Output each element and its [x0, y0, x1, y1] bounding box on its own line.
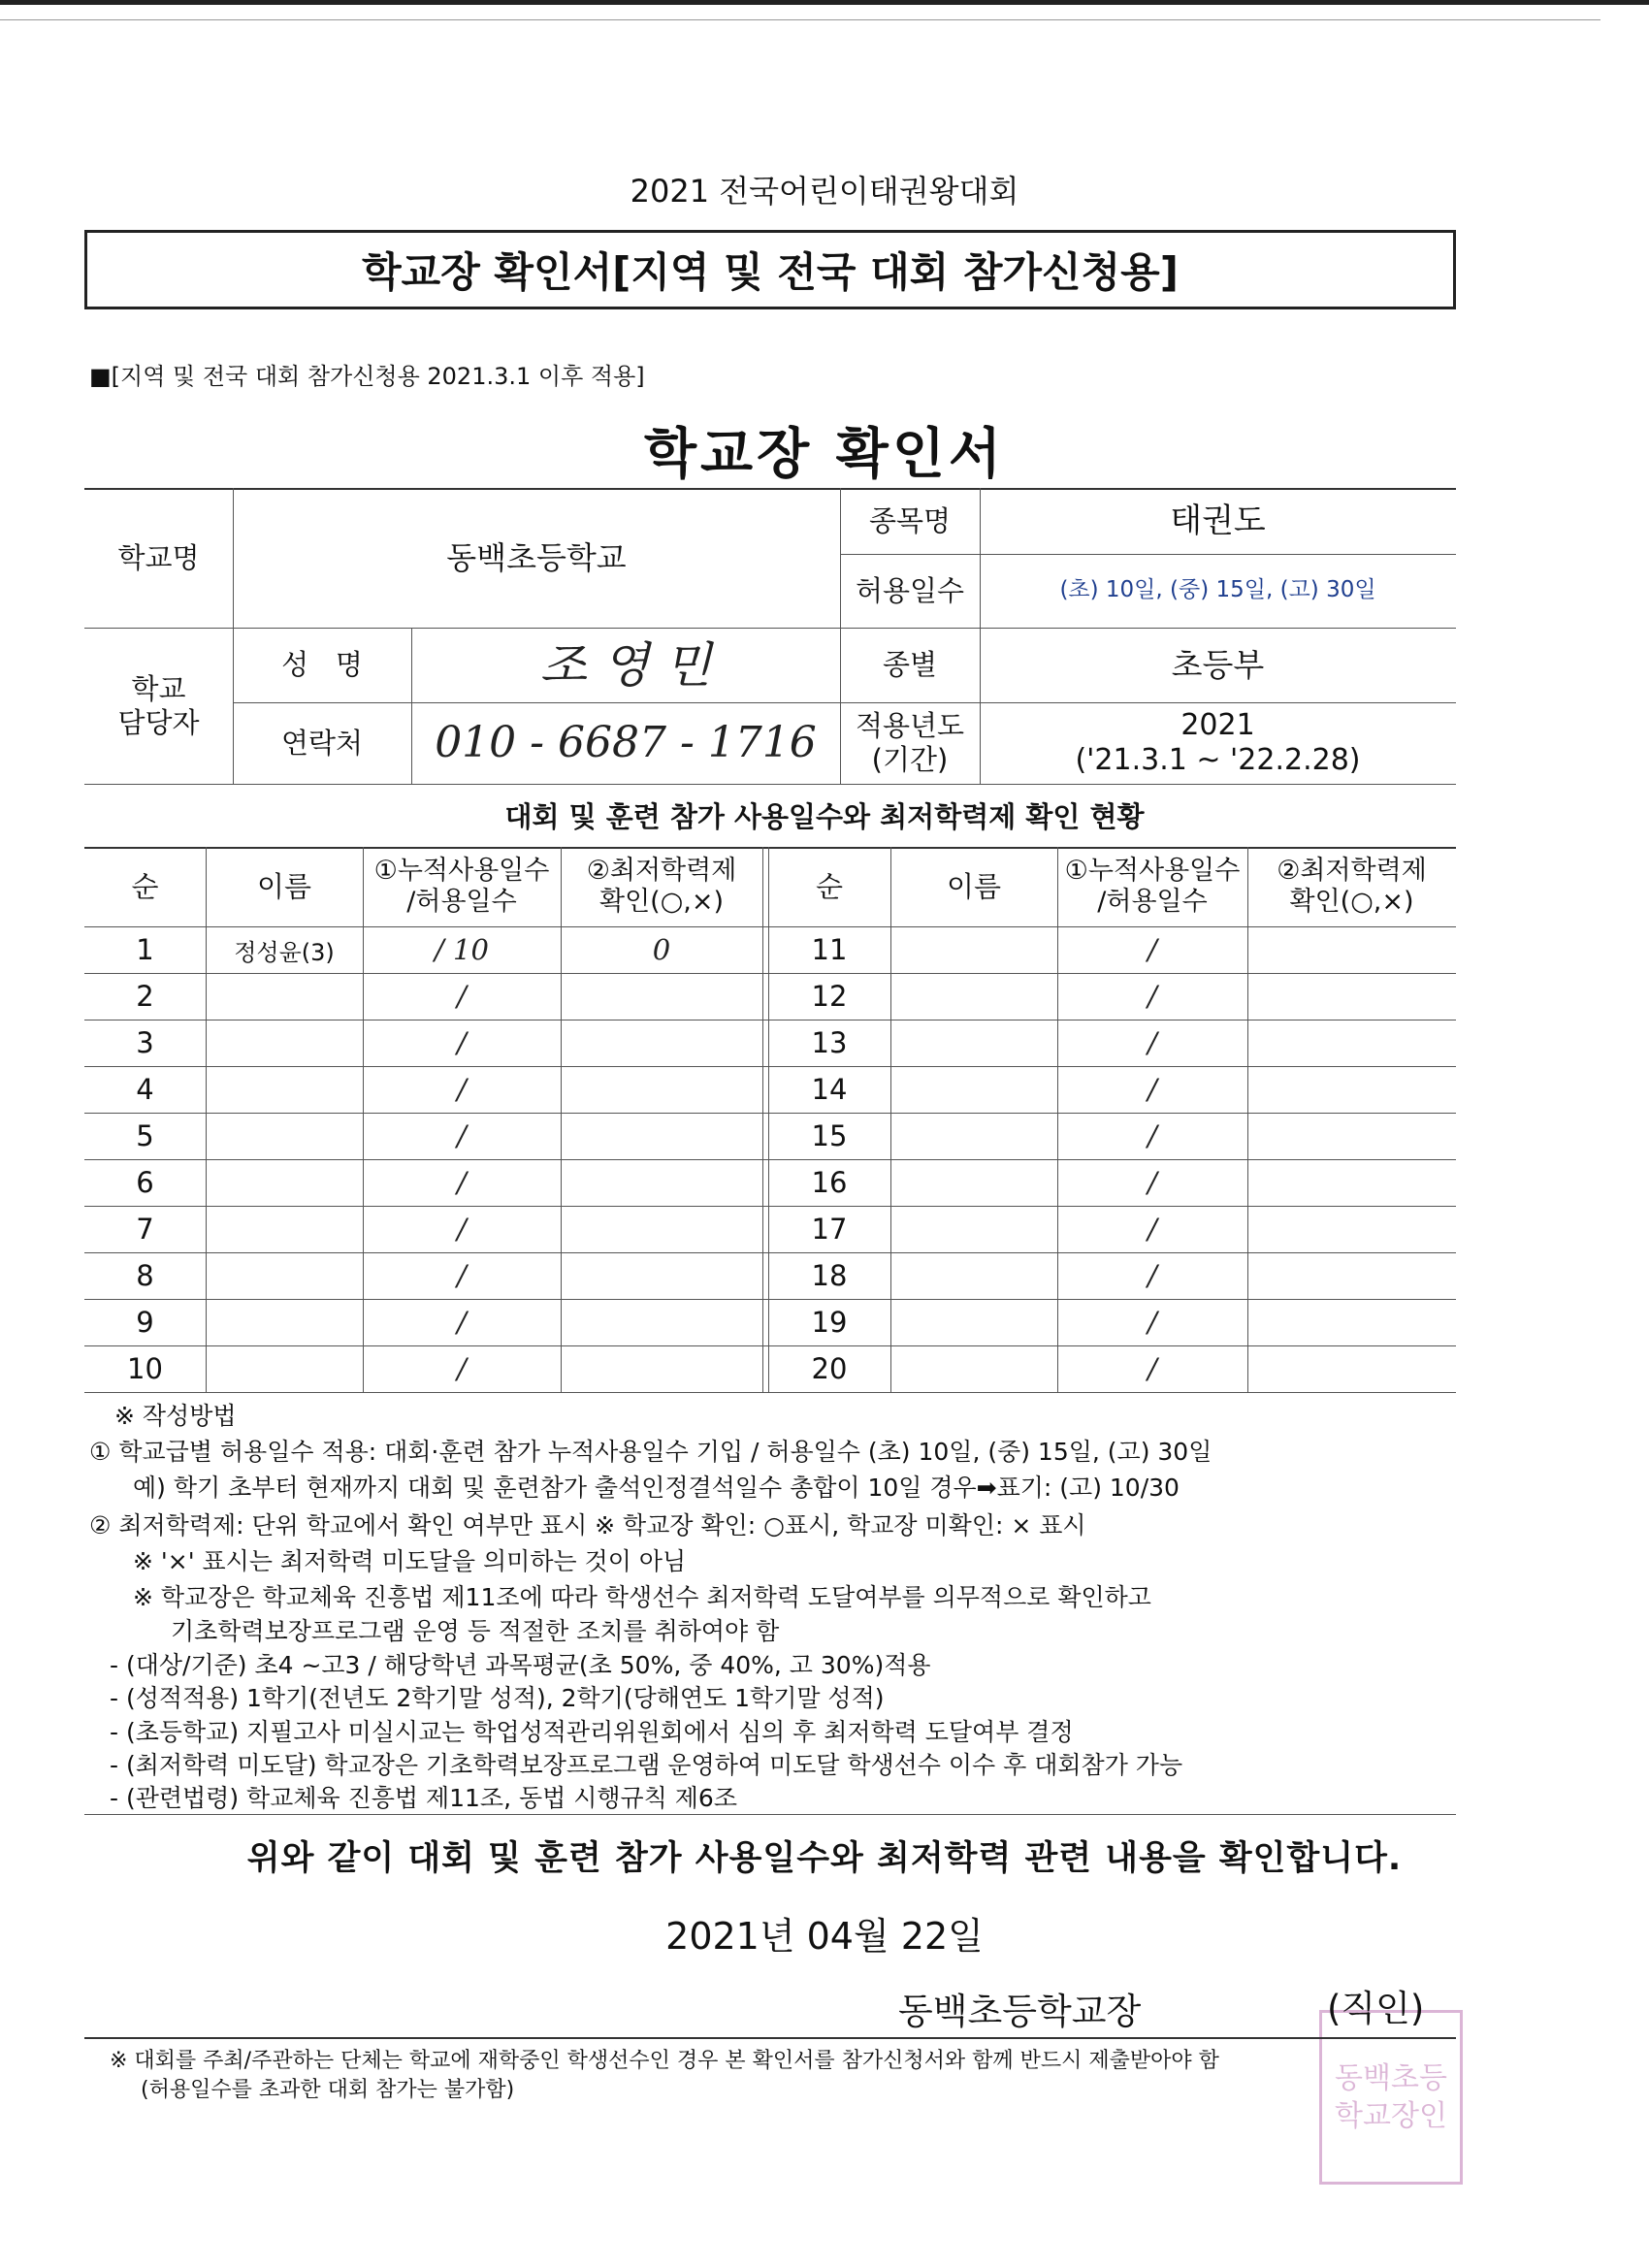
row-name: [890, 1020, 1057, 1066]
row-name: 정성윤(3): [234, 938, 335, 966]
row-days: /: [1148, 1026, 1157, 1059]
note-line: 예) 학기 초부터 현재까지 대회 및 훈련참가 출석인정결석일수 총합이 10일 경우➡표기: (고) 10/30: [133, 1474, 1180, 1502]
row-number: 5: [136, 1119, 154, 1152]
row-number: 7: [136, 1213, 154, 1246]
row-check: [1247, 1113, 1456, 1159]
rule: [84, 2037, 1456, 2039]
applicability-note: ■[지역 및 전국 대회 참가신청용 2021.3.1 이후 적용]: [89, 363, 645, 390]
row-check: [561, 1020, 762, 1066]
row-number: 9: [136, 1306, 154, 1339]
row-name: [890, 1299, 1057, 1345]
row-check: [1247, 1206, 1456, 1252]
row-check: [561, 1159, 762, 1206]
row-days: /: [1148, 1352, 1157, 1385]
allowed-days-value: (초) 10일, (중) 15일, (고) 30일: [1059, 577, 1376, 603]
issue-date: 2021년 04월 22일: [665, 1915, 984, 1958]
row-check: [561, 1113, 762, 1159]
contact-handwritten: 010 - 6687 - 1716: [435, 717, 817, 767]
row-number: 16: [811, 1166, 848, 1199]
row-name: [890, 1252, 1057, 1299]
category-label: 종별: [882, 648, 938, 682]
rule: [84, 1814, 1456, 1815]
sport-label: 종목명: [868, 503, 952, 537]
section-title: 대회 및 훈련 참가 사용일수와 최저학력제 확인 현황: [504, 800, 1145, 833]
stamp-text: 동백초등 학교장인: [1335, 2061, 1447, 2133]
row-days: /: [457, 1213, 467, 1246]
row-name: [890, 1113, 1057, 1159]
note-line: - (초등학교) 지필고사 미실시교는 학업성적관리위원회에서 심의 후 최저학력 도달여부 결정: [110, 1718, 1074, 1746]
row-days: / 10: [435, 933, 489, 966]
row-check: [561, 1345, 762, 1392]
note-heading: ※ 작성방법: [114, 1402, 237, 1430]
note-line: 기초학력보장프로그램 운영 등 적절한 조치를 취하여야 함: [171, 1617, 780, 1645]
row-name: [890, 1345, 1057, 1392]
row-days: /: [457, 1119, 467, 1152]
row-days: /: [1148, 1306, 1157, 1339]
row-name: [206, 1299, 363, 1345]
row-number: 17: [811, 1213, 848, 1246]
note-line: ② 최저학력제: 단위 학교에서 확인 여부만 표시 ※ 학교장 확인: ○표시, 학교장 미확인: × 표시: [89, 1511, 1086, 1539]
header-no: 순: [815, 869, 843, 903]
header-days: ①누적사용일수 /허용일수: [373, 855, 550, 917]
row-name: [890, 1066, 1057, 1113]
scan-edge-line: [0, 19, 1600, 20]
year-value: 2021 ('21.3.1 ~ '22.2.28): [1075, 708, 1361, 777]
row-days: /: [457, 1259, 467, 1292]
note-line: - (성적적용) 1학기(전년도 2학기말 성적), 2학기(당해연도 1학기말 성적): [110, 1684, 885, 1712]
confirmation-statement: 위와 같이 대회 및 훈련 참가 사용일수와 최저학력 관련 내용을 확인합니다.: [246, 1839, 1403, 1878]
row-days: /: [1148, 933, 1157, 966]
row-number: 20: [811, 1352, 848, 1385]
row-check: [561, 1299, 762, 1345]
row-number: 10: [127, 1352, 163, 1385]
row-number: 3: [136, 1026, 154, 1059]
row-name: [206, 1020, 363, 1066]
row-check: [1247, 1020, 1456, 1066]
scan-edge: [0, 0, 1649, 5]
row-days: /: [1148, 980, 1157, 1013]
school-name-value: 동백초등학교: [446, 538, 627, 576]
row-check: [1247, 1252, 1456, 1299]
row-days: /: [1148, 1073, 1157, 1106]
banner-title: [84, 230, 1456, 309]
row-days: /: [457, 1026, 467, 1059]
header-name: 이름: [256, 869, 312, 903]
row-name: [890, 926, 1057, 973]
row-name: [206, 1066, 363, 1113]
row-check: [1247, 1159, 1456, 1206]
row-number: 13: [811, 1026, 848, 1059]
row-check: [561, 1206, 762, 1252]
header-check: ②최저학력제 확인(○,×): [1277, 855, 1427, 917]
row-number: 19: [811, 1306, 848, 1339]
row-name: [890, 1206, 1057, 1252]
row-name: [206, 1113, 363, 1159]
row-days: /: [457, 980, 467, 1013]
row-check: [1247, 1345, 1456, 1392]
row-name: [206, 1345, 363, 1392]
row-number: 14: [811, 1073, 848, 1106]
name-label: 성 명: [281, 648, 363, 682]
note-line: ① 학교급별 허용일수 적용: 대회·훈련 참가 누적사용일수 기입 / 허용일수 (초) 10일, (중) 15일, (고) 30일: [89, 1438, 1212, 1466]
row-number: 15: [811, 1119, 848, 1152]
row-check: [561, 1066, 762, 1113]
rule: [84, 1392, 1456, 1393]
row-check: [561, 1252, 762, 1299]
row-number: 1: [136, 933, 154, 966]
header-check: ②최저학력제 확인(○,×): [586, 855, 737, 917]
row-number: 4: [136, 1073, 154, 1106]
row-check: [1247, 973, 1456, 1020]
note-line: - (관련법령) 학교체육 진흥법 제11조, 동법 시행규칙 제6조: [110, 1784, 737, 1812]
allowed-days-label: 허용일수: [855, 573, 965, 607]
note-line: ※ 학교장은 학교체육 진흥법 제11조에 따라 학생선수 최저학력 도달여부를 의무적으로 확인하고: [133, 1583, 1151, 1611]
manager-label: 학교 담당자: [117, 671, 200, 739]
rule: [84, 784, 1456, 785]
row-days: /: [1148, 1213, 1157, 1246]
row-name: [206, 1159, 363, 1206]
sport-value: 태권도: [1170, 501, 1266, 540]
banner-title-text: 학교장 확인서[지역 및 전국 대회 참가신청용]: [362, 248, 1179, 296]
row-number: 12: [811, 980, 848, 1013]
header-days: ①누적사용일수 /허용일수: [1064, 855, 1241, 917]
row-number: 18: [811, 1259, 848, 1292]
school-name-label: 학교명: [117, 540, 200, 574]
seal-label: (직인): [1327, 1988, 1425, 2029]
footnote-line: (허용일수를 초과한 대회 참가는 불가함): [141, 2078, 515, 2102]
row-days: /: [1148, 1259, 1157, 1292]
row-check: [1247, 1299, 1456, 1345]
row-number: 6: [136, 1166, 154, 1199]
footnote-line: ※ 대회를 주최/주관하는 단체는 학교에 재학중인 학생선수인 경우 본 확인서를 참가신청서와 함께 반드시 제출받아야 함: [110, 2049, 1219, 2073]
row-name: [206, 1252, 363, 1299]
category-value: 초등부: [1171, 645, 1265, 684]
row-days: /: [457, 1306, 467, 1339]
manager-name-handwritten: 조 영 민: [539, 636, 712, 694]
header-no: 순: [131, 869, 159, 903]
note-line: - (대상/기준) 초4 ~고3 / 해당학년 과목평균(초 50%, 중 40%, 고 30%)적용: [110, 1651, 931, 1679]
rule: [762, 847, 763, 1392]
event-title: 2021 전국어린이태권왕대회: [630, 173, 1019, 210]
row-number: 8: [136, 1259, 154, 1292]
header-name: 이름: [946, 869, 1002, 903]
note-line: - (최저학력 미도달) 학교장은 기초학력보장프로그램 운영하여 미도달 학생선수 이수 후 대회참가 가능: [110, 1751, 1183, 1779]
row-number: 2: [136, 980, 154, 1013]
row-days: /: [1148, 1166, 1157, 1199]
main-title: 학교장 확인서: [643, 423, 1006, 486]
row-name: [206, 1206, 363, 1252]
row-name: [890, 973, 1057, 1020]
row-days: /: [457, 1352, 467, 1385]
contact-label: 연락처: [280, 726, 364, 760]
row-check: [1247, 926, 1456, 973]
row-name: [890, 1159, 1057, 1206]
row-name: [206, 973, 363, 1020]
year-label: 적용년도 (기간): [855, 709, 965, 776]
row-check: [561, 973, 762, 1020]
row-days: /: [1148, 1119, 1157, 1152]
official-seal-stamp: [1319, 2010, 1463, 2185]
row-check: 0: [652, 933, 671, 966]
row-days: /: [457, 1166, 467, 1199]
principal-name: 동백초등학교장: [898, 1991, 1142, 2032]
row-days: /: [457, 1073, 467, 1106]
note-line: ※ '×' 표시는 최저학력 미도달을 의미하는 것이 아님: [133, 1547, 687, 1575]
row-number: 11: [811, 933, 848, 966]
row-check: [1247, 1066, 1456, 1113]
